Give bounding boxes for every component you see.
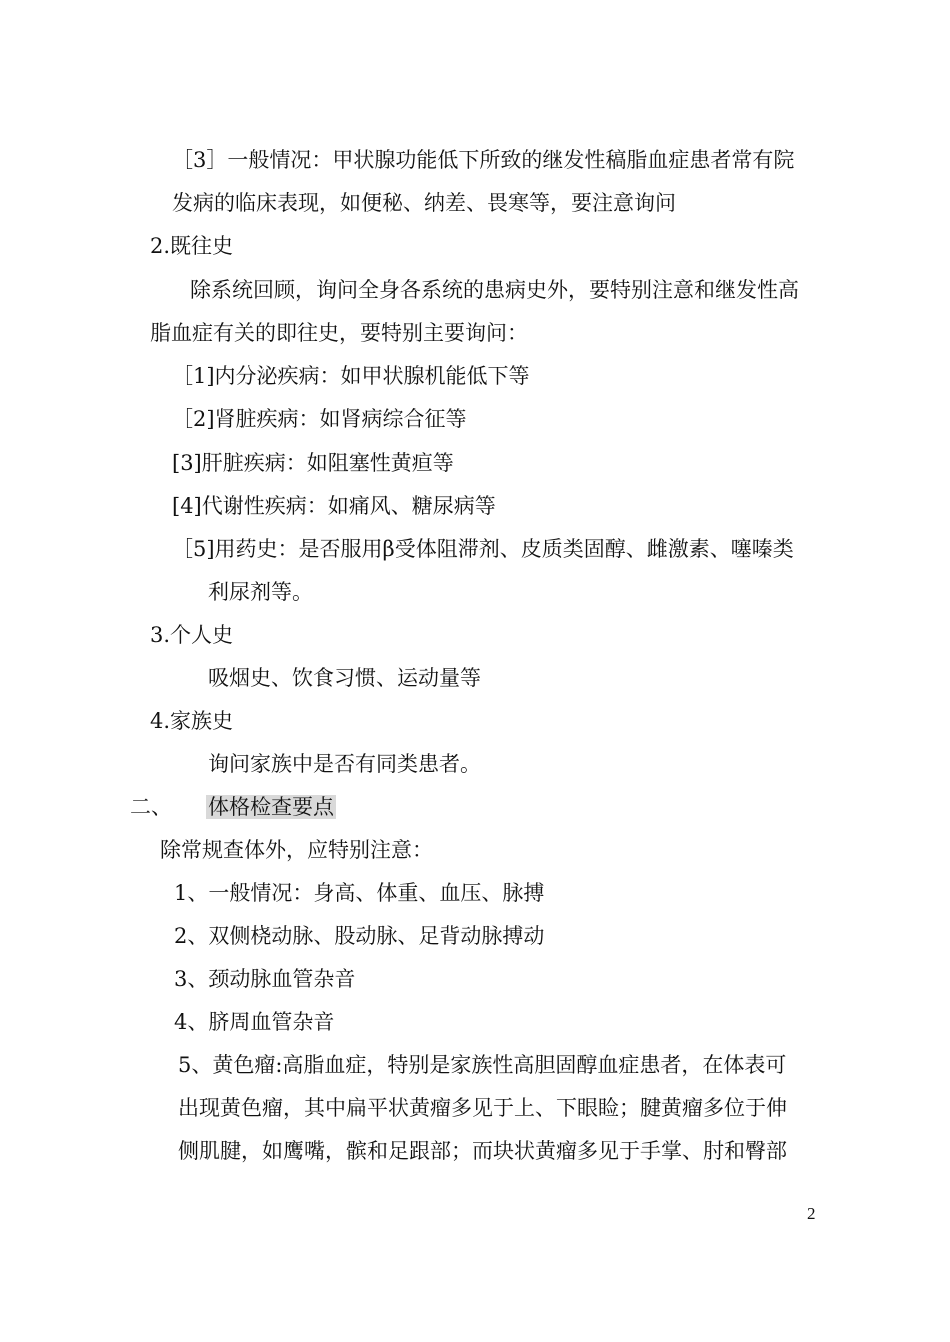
page-number: 2 — [807, 1204, 816, 1223]
paragraph-line: 吸烟史、饮食习惯、运动量等 — [208, 666, 481, 690]
paragraph-line: 发病的临床表现，如便秘、纳差、畏寒等，要注意询问 — [172, 191, 676, 215]
list-item: 1、一般情况：身高、体重、血压、脉搏 — [174, 881, 545, 905]
list-item: [4]代谢性疾病：如痛风、糖尿病等 — [172, 494, 496, 518]
list-item: 2、双侧桡动脉、股动脉、足背动脉搏动 — [174, 924, 545, 948]
paragraph-line: 除系统回顾，询问全身各系统的患病史外，要特别注意和继发性高 — [190, 278, 799, 302]
list-item: ［1]内分泌疾病：如甲状腺机能低下等 — [172, 364, 530, 388]
list-item: ［5]用药史：是否服用β受体阻滞剂、皮质类固醇、雌激素、噻嗪类 — [172, 537, 794, 561]
section-title — [206, 793, 336, 821]
list-item-continuation: 侧肌腱，如鹰嘴，髌和足跟部；而块状黄瘤多见于手掌、肘和臀部 — [178, 1139, 787, 1163]
paragraph-line: 除常规查体外，应特别注意： — [160, 838, 433, 862]
paragraph-line: ［3］一般情况：甲状腺功能低下所致的继发性稿脂血症患者常有院 — [172, 148, 795, 172]
section-heading: 2.既往史 — [150, 234, 234, 258]
paragraph-line: 询问家族中是否有同类患者。 — [208, 752, 481, 776]
section-heading: 3.个人史 — [150, 623, 234, 647]
list-item: [3]肝脏疾病：如阻塞性黄疸等 — [172, 451, 454, 475]
section-heading: 4.家族史 — [150, 709, 234, 733]
list-item: 3、颈动脉血管杂音 — [174, 967, 356, 991]
list-item: ［2]肾脏疾病：如肾病综合征等 — [172, 407, 467, 431]
list-item-continuation: 出现黄色瘤，其中扁平状黄瘤多见于上、下眼睑；腱黄瘤多位于伸 — [178, 1096, 787, 1120]
section-title-text: 体格检查要点 — [208, 795, 334, 819]
list-item: 5、黄色瘤:高脂血症，特别是家族性高胆固醇血症患者，在体表可 — [178, 1053, 787, 1077]
list-item-continuation: 利尿剂等。 — [208, 580, 313, 604]
paragraph-line: 脂血症有关的即往史，要特别主要询问： — [150, 321, 528, 345]
list-item: 4、脐周血管杂音 — [174, 1010, 335, 1034]
section-number: 二、 — [130, 795, 172, 819]
